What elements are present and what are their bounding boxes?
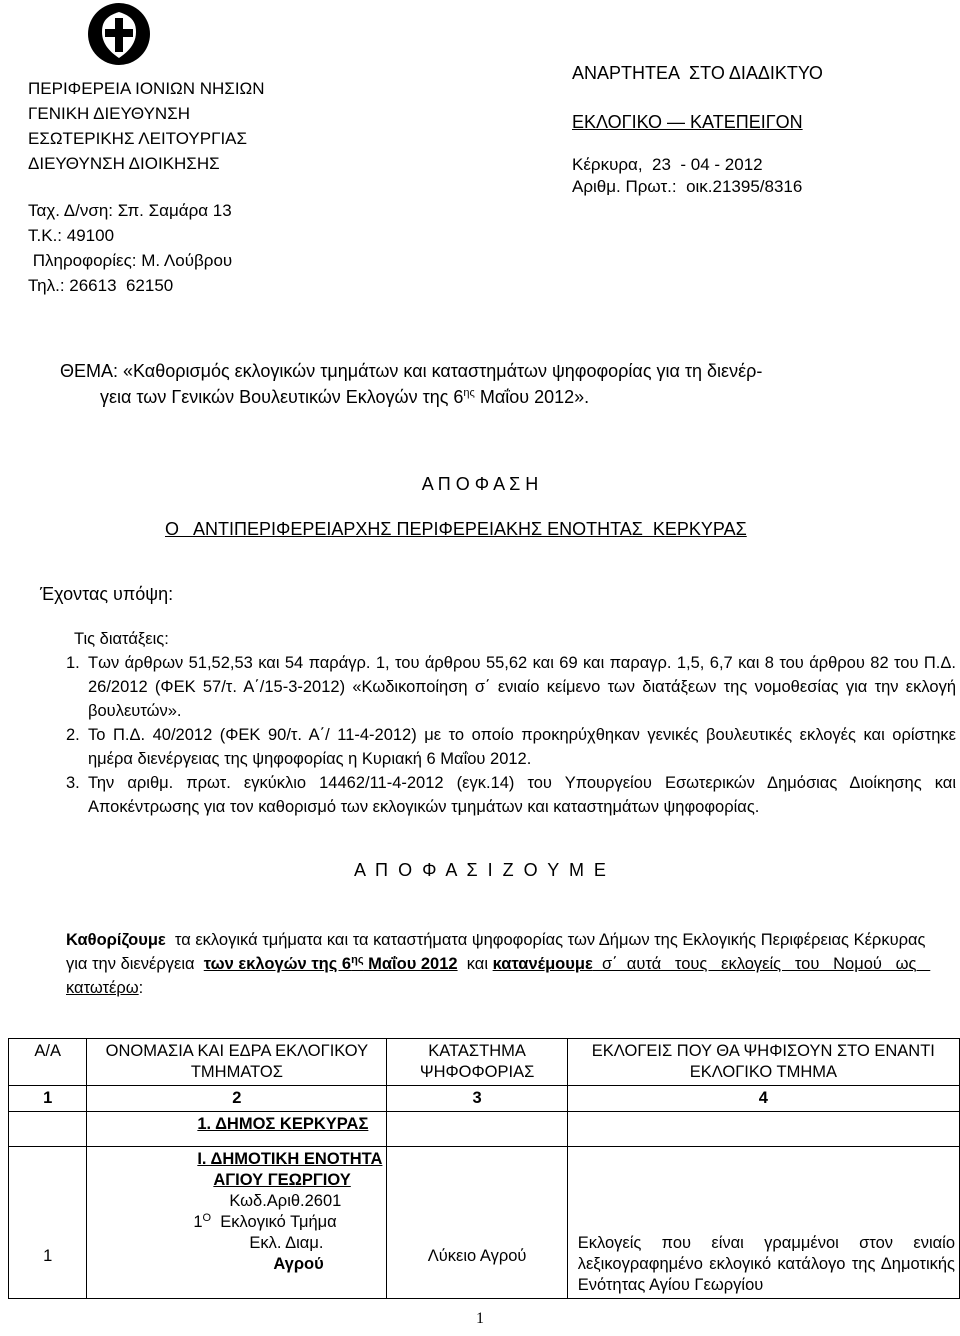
list-item xyxy=(66,771,956,819)
header-cell: ΕΚΛΟΓΕΙΣ ΠΟΥ ΘΑ ΨΗΦΙΣΟΥΝ ΣΤΟ ΕΝΑΝΤΙ ΕΚΛΟΓΙΚΟ ΤΜΗΜΑ xyxy=(567,1039,959,1086)
superscript: ης xyxy=(351,954,364,966)
section-label: Εκλογικό Τμήμα xyxy=(211,1213,337,1231)
issuer-line: ΕΣΩΤΕΡΙΚΗΣ ΛΕΙΤΟΥΡΓΙΑΣ xyxy=(28,129,248,148)
table-row xyxy=(9,1147,960,1299)
item-number: 3. xyxy=(66,774,80,792)
subject-line-2 xyxy=(60,384,920,410)
date-line: Κέρκυρα, 23 - 04 - 2012 xyxy=(572,155,763,174)
protocol-line: Αριθμ. Πρωτ.: οικ.21395/8316 xyxy=(572,177,803,196)
document-info-block xyxy=(572,60,823,198)
postcode-line: Τ.Κ.: 49100 xyxy=(28,226,115,245)
greek-emblem-logo xyxy=(86,2,152,66)
item-number: 1. xyxy=(66,654,80,672)
list-item xyxy=(66,723,956,771)
table-header-row xyxy=(9,1039,960,1086)
considering-heading: Έχοντας υπόψη: xyxy=(40,584,174,604)
subject-text: γεια των Γενικών Βουλευτικών Εκλογών της 6 xyxy=(100,387,464,407)
issuer-line: ΠΕΡΙΦΕΡΕΙΑ ΙΟΝΙΩΝ ΝΗΣΙΩΝ xyxy=(28,79,265,98)
address-line: Ταχ. Δ/νση: Σπ. Σαμάρα 13 xyxy=(28,201,232,220)
decide-title: Α Π Ο Φ Α Σ Ι Ζ Ο Υ Μ Ε xyxy=(354,860,606,880)
provisions-list xyxy=(66,627,956,819)
table-cell xyxy=(387,1112,567,1147)
decision-title: Α Π Ο Φ Α Σ Η xyxy=(421,474,539,494)
item-text: Των άρθρων 51,52,53 και 54 παράγρ. 1, του άρθρου 55,62 και 69 και παραγρ. 1,5, 6,7 και 8 του άρθρου 82 του Π.Δ. 26/2012 (ΦΕΚ 57/τ. Α΄/15-3-2012) «Κωδικοποίηση σ΄ ενιαίο κείμενο των διατάξεων της νομοθεσίας για την εκλογή βουλευτών». xyxy=(88,654,956,720)
table-cell xyxy=(567,1112,959,1147)
municipality-heading: 1. ΔΗΜΟΣ ΚΕΡΚΥΡΑΣ xyxy=(197,1115,369,1133)
header-cell: Α/Α xyxy=(9,1039,87,1086)
table-row xyxy=(9,1112,960,1147)
issuer-line: ΔΙΕΥΘΥΝΣΗ ΔΙΟΙΚΗΣΗΣ xyxy=(28,154,220,173)
posted-online-notice: ΑΝΑΡΤΗΤΕΑ ΣΤΟ ΔΙΑΔΙΚΤΥΟ xyxy=(572,63,823,83)
paragraph-text: και xyxy=(457,955,493,973)
column-number: 3 xyxy=(387,1086,567,1112)
elections-text: Μαΐου 2012 xyxy=(363,955,458,973)
subject-text: Μαΐου 2012». xyxy=(474,387,590,407)
determine-verb: Καθορίζουμε xyxy=(66,931,166,949)
unit-heading: Ι. ΔΗΜΟΤΙΚΗ ΕΝΟΤΗΤΑ xyxy=(197,1150,383,1168)
list-item xyxy=(66,651,956,723)
phone-line: Τηλ.: 26613 62150 xyxy=(28,276,174,295)
polling-station: Λύκειο Αγρού xyxy=(387,1147,567,1299)
column-number: 2 xyxy=(87,1086,387,1112)
voters-cell: Εκλογείς που είναι γραμμένοι στον ενιαίο λεξικογραφημένο εκλογικό κατάλογο της Δημοτικής Ενότητας Αγίου Γεωργίου xyxy=(567,1147,959,1299)
issuer-block xyxy=(28,76,328,298)
paragraph-text: τα εκλογικά τμήματα και τα καταστήματα ψηφοφορίας των Δήμων της Εκλογικής Περιφέρειας Κέρκυρας για την διενέργεια xyxy=(66,931,931,973)
diamerisma-line: Εκλ. Διαμ. xyxy=(249,1234,324,1252)
table-cell xyxy=(87,1112,387,1147)
table-cell xyxy=(87,1147,387,1299)
urgent-notice: ΕΚΛΟΓΙΚΟ — ΚΑΤΕΠΕΙΓΟΝ xyxy=(572,112,803,132)
info-line: Πληροφορίες: Μ. Λούβρου xyxy=(28,251,233,270)
section-number: 1 xyxy=(193,1213,203,1231)
allocate-verb: κατανέμουμε xyxy=(492,955,593,973)
table-cell xyxy=(9,1112,87,1147)
column-number: 1 xyxy=(9,1086,87,1112)
column-number: 4 xyxy=(567,1086,959,1112)
provisions-intro: Τις διατάξεις: xyxy=(74,630,169,648)
superscript: Ο xyxy=(202,1212,212,1224)
elections-text: των εκλογών της 6 xyxy=(203,955,352,973)
place-line: Αγρού xyxy=(273,1255,324,1273)
authority-title: Ο ΑΝΤΙΠΕΡΙΦΕΡΕΙΑΡΧΗΣ ΠΕΡΙΦΕΡΕΙΑΚΗΣ ΕΝΟΤΗΤΑΣ ΚΕΡΚΥΡΑΣ xyxy=(165,519,747,539)
determination-paragraph xyxy=(66,928,936,1000)
column-number-row xyxy=(9,1086,960,1112)
unit-heading: ΑΓΙΟΥ ΓΕΩΡΓΙΟΥ xyxy=(213,1171,351,1189)
subject-line-1: ΘΕΜΑ: «Καθορισμός εκλογικών τμημάτων και καταστημάτων ψηφοφορίας για τη διενέρ- xyxy=(60,361,763,381)
subject-block xyxy=(60,358,920,410)
polling-stations-table xyxy=(8,1038,960,1299)
issuer-line: ΓΕΝΙΚΗ ΔΙΕΥΘΥΝΣΗ xyxy=(28,104,190,123)
paragraph-text: : xyxy=(138,979,144,997)
section-line xyxy=(193,1212,382,1233)
header-cell: ΚΑΤΑΣΤΗΜΑ ΨΗΦΟΦΟΡΙΑΣ xyxy=(387,1039,567,1086)
code-line: Κωδ.Αριθ.2601 xyxy=(229,1192,342,1210)
item-text: Την αριθμ. πρωτ. εγκύκλιο 14462/11-4-2012 (εγκ.14) του Υπουργείου Εσωτερικών Δημόσιας Διοίκησης και Αποκέντρωσης για τον καθορισμό των εκλογικών τμημάτων και καταστημάτων ψηφοφορίας. xyxy=(88,774,956,816)
item-number: 2. xyxy=(66,726,80,744)
header-cell: ΟΝΟΜΑΣΙΑ ΚΑΙ ΕΔΡΑ ΕΚΛΟΓΙΚΟΥ ΤΜΗΜΑΤΟΣ xyxy=(87,1039,387,1086)
item-text: Το Π.Δ. 40/2012 (ΦΕΚ 90/τ. Α΄/ 11-4-2012) με το οποίο προκηρύχθηκαν γενικές βουλευτικές εκλογές και ορίστηκε ημέρα διενέργειας της ψηφοφορίας η Κυριακή 6 Μαΐου 2012. xyxy=(88,726,956,768)
page-number: 1 xyxy=(476,1310,484,1327)
elections-phrase xyxy=(204,955,458,973)
paragraph-text: σ΄ αυτά τους εκλογείς του Νομού ως κατωτέρω xyxy=(66,955,931,997)
row-number: 1 xyxy=(9,1147,87,1299)
superscript: ης xyxy=(463,387,475,399)
